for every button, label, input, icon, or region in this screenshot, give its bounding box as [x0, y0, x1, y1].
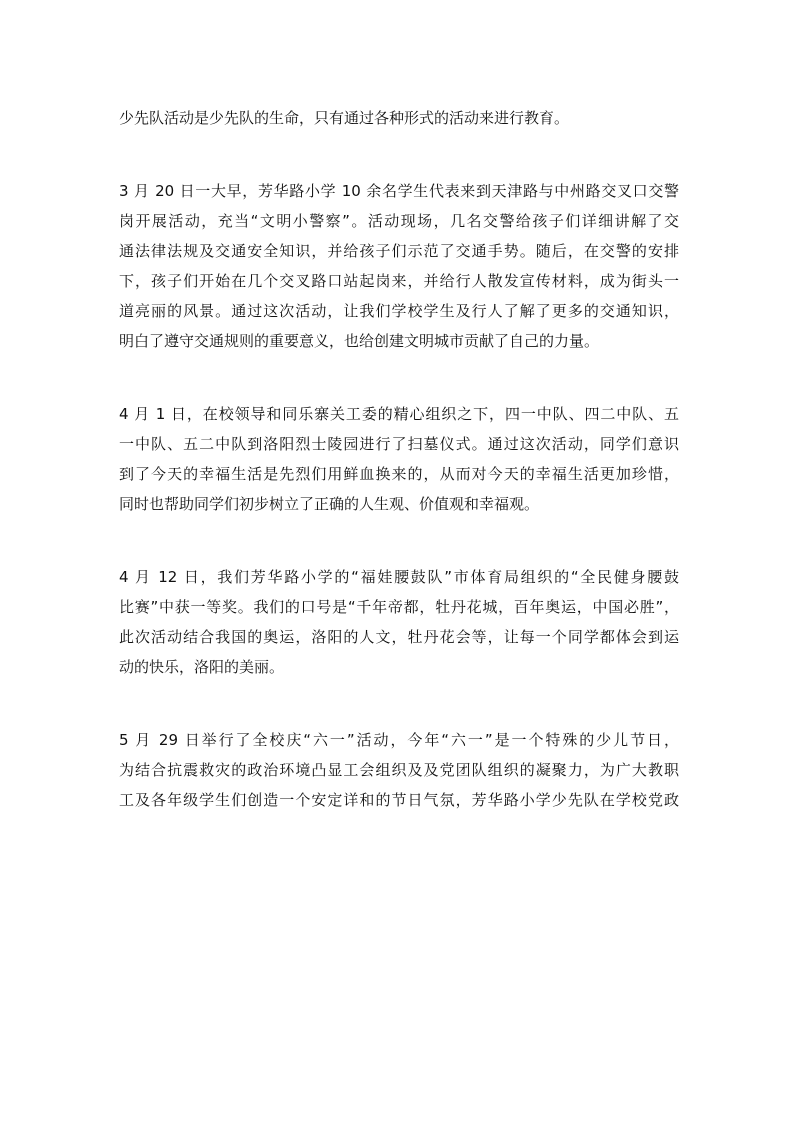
text-line: 比赛”中获一等奖。我们的口号是“千年帝都，牡丹花城，百年奥运，中国必胜”，: [119, 598, 679, 616]
paragraph-martyrs-cemetery: [119, 399, 679, 519]
text-line: 此次活动结合我国的奥运，洛阳的人文，牡丹花会等，让每一个同学都体会到运: [119, 628, 679, 646]
text-line: 岗开展活动，充当“文明小警察”。活动现场，几名交警给孩子们详细讲解了交: [119, 212, 679, 230]
text-line: 4 月 12 日，我们芳华路小学的“福娃腰鼓队”市体育局组织的“全民健身腰鼓: [119, 568, 679, 586]
text-line: 5 月 29 日举行了全校庆“六一”活动，今年“六一”是一个特殊的少儿节日，: [119, 731, 679, 749]
text-line: 为结合抗震救灾的政治环境凸显工会组织及及党团队组织的凝聚力，为广大教职: [119, 761, 679, 779]
paragraph-childrens-day: [119, 725, 679, 815]
text-line: 明白了遵守交通规则的重要意义，也给创建文明城市贡献了自己的力量。: [119, 332, 600, 350]
text-line: 工及各年级学生们创造一个安定详和的节日气氛，芳华路小学少先队在学校党政: [119, 791, 679, 809]
paragraph-intro: [119, 103, 679, 133]
paragraph-waist-drum-team: [119, 562, 679, 682]
document-body: [119, 103, 679, 858]
text-line: 到了今天的幸福生活是先烈们用鲜血换来的，从而对今天的幸福生活更加珍惜，: [119, 465, 679, 483]
text-line: 同时也帮助同学们初步树立了正确的人生观、价值观和幸福观。: [119, 495, 540, 513]
text-line: 3 月 20 日一大早，芳华路小学 10 余名学生代表来到天津路与中州路交叉口交警: [119, 182, 679, 200]
text-line: 4 月 1 日，在校领导和同乐寨关工委的精心组织之下，四一中队、四二中队、五: [119, 405, 679, 423]
text-line: 下，孩子们开始在几个交叉路口站起岗来，并给行人散发宣传材料，成为街头一: [119, 272, 679, 290]
text-line: 一中队、五二中队到洛阳烈士陵园进行了扫墓仪式。通过这次活动，同学们意识: [119, 435, 679, 453]
text-line: 通法律法规及交通安全知识，并给孩子们示范了交通手势。随后，在交警的安排: [119, 242, 679, 260]
text-line: 少先队活动是少先队的生命，只有通过各种形式的活动来进行教育。: [119, 109, 570, 127]
text-line: 道亮丽的风景。通过这次活动，让我们学校学生及行人了解了更多的交通知识，: [119, 302, 679, 320]
paragraph-traffic-police-activity: [119, 176, 679, 356]
text-line: 动的快乐，洛阳的美丽。: [119, 658, 285, 676]
